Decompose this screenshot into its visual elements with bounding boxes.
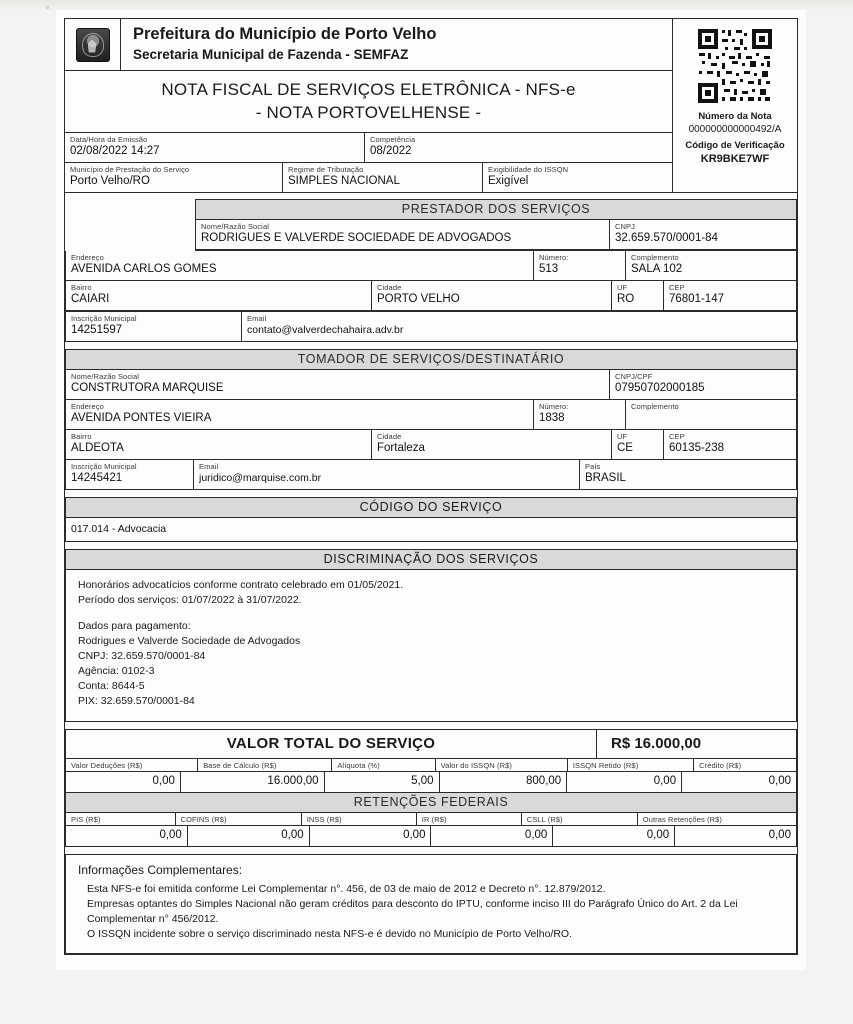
tomador-cidade-label: Cidade [377,432,402,441]
discriminacao-line: CNPJ: 32.659.570/0001-84 [78,650,206,662]
csll-value: 0,00 [646,829,670,841]
document-title [65,71,672,133]
retencoes-header-cell [176,813,302,825]
informacoes-complementares-body [78,882,786,942]
tributos-value-cell [567,772,682,792]
retencoes-header-label: Outras Retenções (R$) [642,815,722,824]
retencoes-header-cell [638,813,796,825]
tributos-header-cell [694,759,796,771]
regime-tributacao-value: SIMPLES NACIONAL [288,175,400,187]
tomador-bairro-label: Bairro [71,432,92,441]
prestador-complemento-label: Complemento [631,253,679,262]
nfse-document [64,18,798,955]
tributos-header-label: Valor do ISSQN (R$) [440,761,512,770]
tomador-row-inscricao [66,460,796,489]
exigibilidade-issqn-label: Exigibilidade do ISSQN [488,165,569,174]
prestador-section [195,199,797,251]
tributos-header-cell [436,759,568,771]
competencia-label: Competência [370,135,416,144]
retencoes-header-cell [66,813,176,825]
tributos-values-row [65,772,797,793]
prestador-contact-block [65,312,797,342]
document-header [65,19,797,193]
prestador-complemento-field [626,251,796,280]
spacer [65,490,797,497]
tomador-cidade-value: Fortaleza [377,442,425,454]
codigo-servico-value: 017.014 - Advocacia [71,523,167,535]
informacoes-complementares-title: Informações Complementares: [78,863,243,877]
spacer [65,847,797,854]
informacoes-complementares-block [65,854,797,954]
prestador-nome-value: RODRIGUES E VALVERDE SOCIEDADE DE ADVOGADOS [201,232,512,244]
tomador-email-value: juridico@marquise.com.br [199,472,322,484]
informacoes-line: O ISSQN incidente sobre o serviço discriminado nesta NFS-e é devido no Município de Porto Velho/RO. [87,928,572,940]
valor-issqn-value: 800,00 [526,775,562,787]
coat-of-arms-icon [76,28,110,62]
tributos-header-cell [198,759,332,771]
tomador-row-endereco [66,400,796,430]
prestador-uf-label: UF [617,283,628,292]
retencoes-value-cell [188,826,310,846]
prestador-row-endereco [66,251,796,281]
tributos-header-cell [66,759,198,771]
valor-deducoes-value: 0,00 [152,775,175,787]
retencoes-value-cell [675,826,796,846]
exigibilidade-issqn-value: Exigível [488,175,529,187]
codigo-verificacao-label: Código de Verificação [685,140,785,151]
tomador-pais-field [580,460,796,489]
tomador-cep-label: CEP [669,432,685,441]
tomador-numero-field [534,400,626,429]
outras-retencoes-value: 0,00 [768,829,791,841]
retencoes-header-label: PIS (R$) [71,815,101,824]
tomador-section [65,349,797,490]
discriminacao-line: Dados para pagamento: [78,620,191,632]
retencoes-values-row [65,826,797,847]
qr-code-icon [696,27,774,105]
retencoes-section-title: RETENÇÕES FEDERAIS [65,793,797,813]
retencoes-header-label: CSLL (R$) [526,815,563,824]
prestador-cnpj-field [610,220,796,249]
tributos-header-row [65,759,797,772]
discriminacao-section-title: DISCRIMINAÇÃO DOS SERVIÇOS [65,549,797,570]
valor-total-label: VALOR TOTAL DO SERVIÇO [226,735,436,752]
nota-identity-box [673,19,797,192]
tributos-header-label: Base de Cálculo (R$) [203,761,277,770]
tributos-value-cell [66,772,181,792]
retencoes-value-cell [66,826,188,846]
prestador-email-value: contato@valverdechahaira.adv.br [247,324,404,336]
municipio-prestacao-label: Município de Prestação do Serviço [70,165,190,174]
base-calculo-value: 16.000,00 [267,775,319,787]
retencoes-value-cell [431,826,553,846]
competencia-value: 08/2022 [370,145,412,157]
organization-row [65,19,672,71]
prestador-row-nome [196,220,796,250]
org-line1: Prefeitura do Município de Porto Velho [133,25,437,43]
document-sheet [56,10,806,970]
retencoes-header-cell [417,813,522,825]
informacoes-line: Empresas optantes do Simples Nacional não geram créditos para desconto do IPTU, conforme inciso III do Parágrafo Único do Art. 2 da Lei [87,898,738,910]
tomador-row-bairro [66,430,796,460]
prestador-address-block [65,251,797,312]
prestador-cnpj-value: 32.659.570/0001-84 [615,232,718,244]
tomador-section-title: TOMADOR DE SERVIÇOS/DESTINATÁRIO [66,350,796,370]
credito-value: 0,00 [768,775,792,787]
competencia-field [365,133,672,162]
data-hora-emissao-field [65,133,365,162]
prestador-endereco-value: AVENIDA CARLOS GOMES [71,263,217,275]
tomador-inscricao-label: Inscrição Municipal [71,462,137,471]
codigo-servico-block [65,518,797,542]
discriminacao-line: Período dos serviços: 01/07/2022 à 31/07/2022. [78,594,302,606]
tributos-value-cell [325,772,440,792]
discriminacao-line: PIX: 32.659.570/0001-84 [78,695,195,707]
prestador-numero-field [534,251,626,280]
valor-total-value: R$ 16.000,00 [596,730,796,758]
document-title-line2: - NOTA PORTOVELHENSE - [255,103,482,122]
tomador-email-label: Email [199,462,219,471]
tomador-bairro-field [66,430,372,459]
retencoes-header-row [65,813,797,826]
retencoes-value-cell [553,826,675,846]
tomador-endereco-value: AVENIDA PONTES VIEIRA [71,412,212,424]
tributos-header-label: Alíquota (%) [337,761,380,770]
tomador-nome-value: CONSTRUTORA MARQUISE [71,382,224,394]
prestador-cep-label: CEP [669,283,685,292]
prestador-cidade-field [372,281,612,310]
ir-value: 0,00 [524,829,548,841]
tomador-pais-value: BRASIL [585,472,626,484]
tomador-uf-value: CE [617,442,633,454]
tomador-numero-value: 1838 [539,412,565,424]
informacoes-line: Esta NFS-e foi emitida conforme Lei Complementar n°. 456, de 03 de maio de 2012 e Decreto n°. 12.879/2012. [87,883,606,895]
exigibilidade-issqn-field [483,163,672,192]
retencoes-header-cell [302,813,417,825]
prestador-cep-field [664,281,796,310]
prestador-row-inscricao [66,312,796,341]
discriminacao-line: Agência: 0102-3 [78,665,155,677]
tomador-complemento-field [626,400,796,429]
regime-tributacao-label: Regime de Tributação [288,165,364,174]
spacer [65,722,797,729]
spacer [65,542,797,549]
tomador-endereco-label: Endereço [71,402,104,411]
spacer [65,342,797,349]
tributos-header-label: Crédito (R$) [699,761,742,770]
tomador-row-nome [66,370,796,400]
organization-names [121,19,672,70]
prestador-numero-label: Número: [539,253,569,262]
tributos-header-label: ISSQN Retido (R$) [572,761,639,770]
document-title-line1: NOTA FISCAL DE SERVIÇOS ELETRÔNICA - NFS-e [161,80,576,99]
prestador-cidade-label: Cidade [377,283,402,292]
discriminacao-blank-line [78,608,786,619]
discriminacao-line: Honorários advocatícios conforme contrato celebrado em 01/05/2021. [78,579,404,591]
tributos-header-cell [568,759,694,771]
tomador-inscricao-field [66,460,194,489]
tomador-endereco-field [66,400,534,429]
tributos-value-cell [440,772,568,792]
tributos-value-cell [181,772,325,792]
tomador-cep-field [664,430,796,459]
retencoes-header-label: INSS (R$) [306,815,342,824]
codigo-servico-field [66,518,796,541]
prestador-cidade-value: PORTO VELHO [377,293,460,305]
discriminacao-line: Rodrigues e Valverde Sociedade de Advogados [78,635,301,647]
tomador-cnpj-field [610,370,796,399]
prestador-nome-field [196,220,610,249]
retencoes-header-label: IR (R$) [421,815,447,824]
tributos-value-cell [682,772,796,792]
tomador-cep-value: 60135-238 [669,442,724,454]
numero-nota-label: Número da Nota [698,111,772,122]
prestador-numero-value: 513 [539,263,559,275]
tomador-nome-field [66,370,610,399]
tomador-email-field [194,460,580,489]
codigo-verificacao-value: KR9BKE7WF [700,153,770,165]
prestador-bairro-label: Bairro [71,283,92,292]
pis-value: 0,00 [159,829,182,841]
codigo-servico-section-title: CÓDIGO DO SERVIÇO [65,497,797,518]
valor-total-row [65,729,797,759]
regime-tributacao-field [283,163,483,192]
prestador-complemento-value: SALA 102 [631,263,683,275]
crest-container [65,19,121,70]
prestador-cnpj-label: CNPJ [615,222,635,231]
data-hora-emissao-value: 02/08/2022 14:27 [70,145,160,157]
tomador-cidade-field [372,430,612,459]
header-left [65,19,673,192]
prestador-inscricao-value: 14251597 [71,324,123,336]
tomador-cnpj-value: 07950702000185 [615,382,705,394]
org-line2: Secretaria Municipal de Fazenda - SEMFAZ [133,47,409,62]
inss-value: 0,00 [403,829,426,841]
prestador-cep-value: 76801-147 [669,293,724,305]
prestador-nome-label: Nome/Razão Social [201,222,269,231]
tomador-cnpj-label: CNPJ/CPF [615,372,653,381]
retencoes-value-cell [310,826,432,846]
data-hora-emissao-label: Data/Hora da Emissão [70,135,148,144]
municipio-prestacao-value: Porto Velho/RO [70,175,150,187]
prestador-endereco-label: Endereço [71,253,104,262]
tomador-bairro-value: ALDEOTA [71,442,124,454]
tomador-uf-label: UF [617,432,628,441]
emissao-row-1 [65,133,672,163]
tomador-complemento-label: Complemento [631,402,679,411]
paper-speck [46,6,49,9]
page-top-shadow [0,0,853,10]
prestador-email-label: Email [247,314,267,323]
informacoes-line: Complementar n° 456/2012. [87,913,219,925]
numero-nota-value: 000000000000492/A [688,124,782,135]
aliquota-value: 5,00 [411,775,434,787]
tomador-pais-label: País [585,462,601,471]
prestador-inscricao-field [66,312,242,341]
tomador-nome-label: Nome/Razão Social [71,372,139,381]
prestador-email-field [242,312,796,341]
municipio-prestacao-field [65,163,283,192]
tributos-header-label: Valor Deduções (R$) [71,761,143,770]
discriminacao-body [65,570,797,722]
retencoes-header-cell [522,813,638,825]
tributos-header-cell [332,759,435,771]
tomador-inscricao-value: 14245421 [71,472,123,484]
prestador-row-bairro [66,281,796,311]
prestador-bairro-field [66,281,372,310]
prestador-uf-value: RO [617,293,635,305]
tomador-uf-field [612,430,664,459]
header-right [673,19,797,192]
cofins-value: 0,00 [281,829,304,841]
discriminacao-line: Conta: 8644-5 [78,680,145,692]
emissao-row-2 [65,163,672,192]
prestador-uf-field [612,281,664,310]
prestador-inscricao-label: Inscrição Municipal [71,314,137,323]
issqn-retido-value: 0,00 [653,775,677,787]
prestador-section-title: PRESTADOR DOS SERVIÇOS [196,200,796,220]
prestador-bairro-value: CAIARI [71,293,110,305]
tomador-numero-label: Número: [539,402,569,411]
retencoes-header-label: COFINS (R$) [180,815,227,824]
prestador-endereco-field [66,251,534,280]
